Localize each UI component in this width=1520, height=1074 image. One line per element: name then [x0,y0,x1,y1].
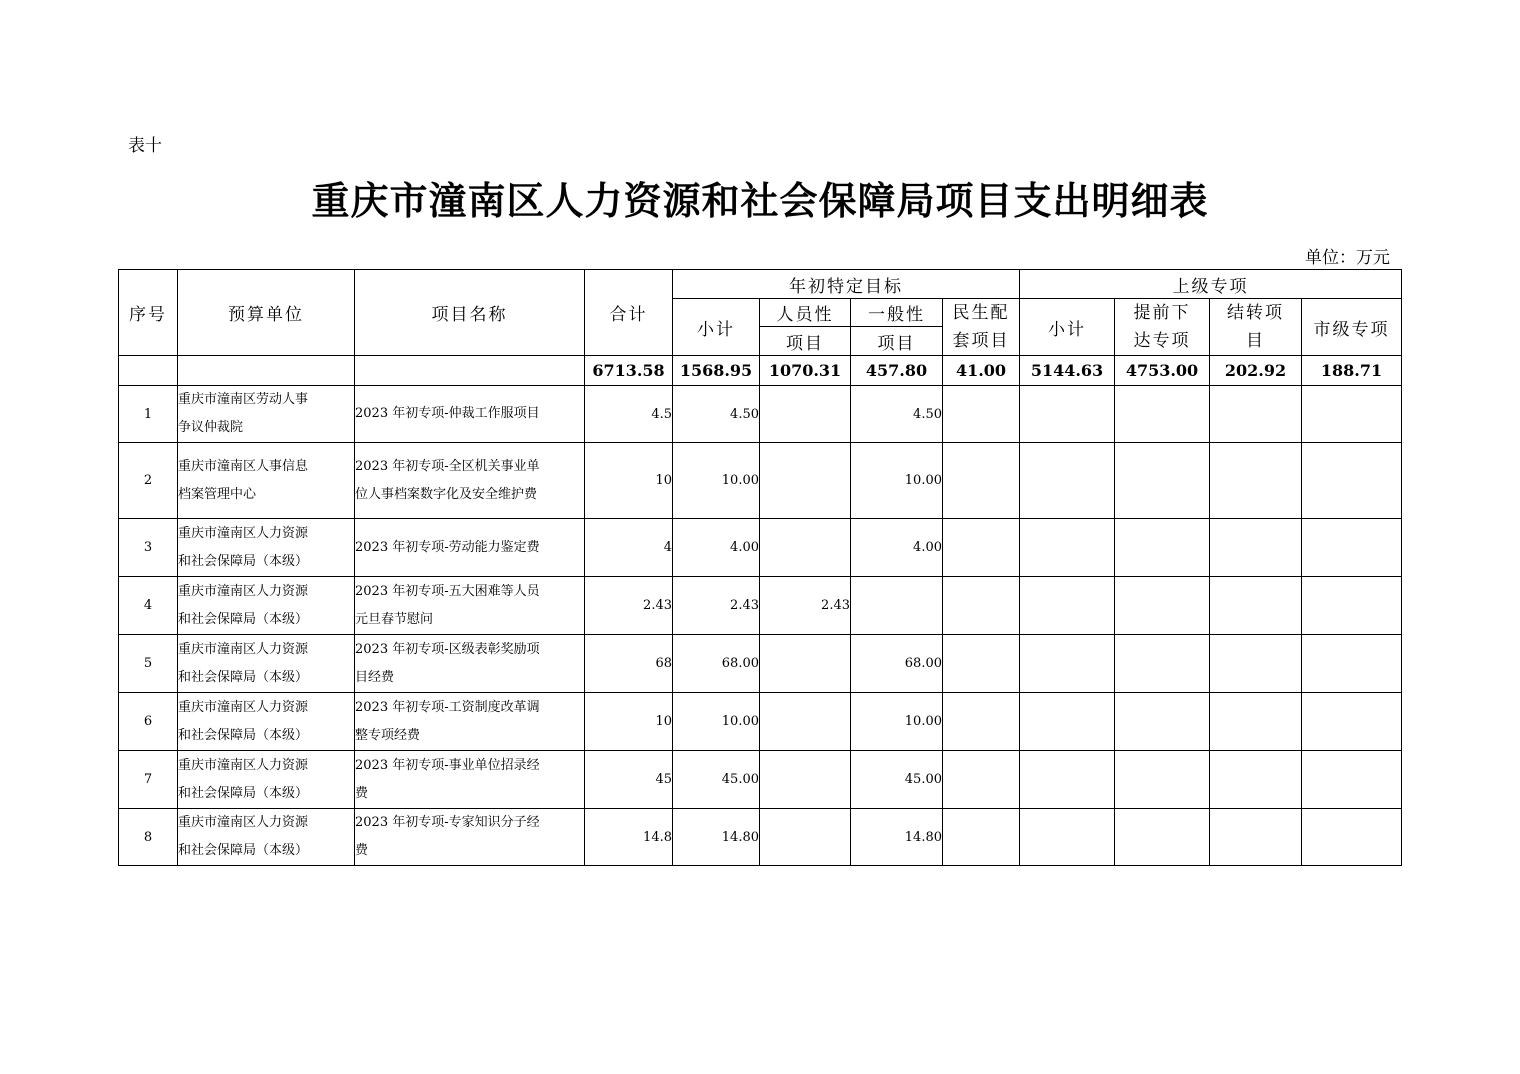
row-seq: 2 [119,443,178,519]
header-livelihood-line2: 套项目 [952,331,1010,351]
totals-municipal: 188.71 [1302,356,1402,386]
row-personnel [760,519,851,577]
row-annual-subtotal: 14.80 [673,809,760,866]
header-livelihood-line1: 民生配 [952,303,1010,323]
row-personnel [760,443,851,519]
row-municipal [1302,443,1402,519]
row-upper-subtotal [1020,443,1115,519]
totals-project [355,356,585,386]
row-carryover [1210,693,1302,751]
row-general: 10.00 [851,443,943,519]
row-advance [1115,751,1210,809]
row-upper-subtotal [1020,386,1115,443]
row-seq: 5 [119,635,178,693]
totals-livelihood: 41.00 [943,356,1020,386]
row-carryover [1210,751,1302,809]
row-total: 14.8 [585,809,673,866]
row-general: 4.00 [851,519,943,577]
row-carryover [1210,577,1302,635]
row-total: 45 [585,751,673,809]
header-row-1 [119,270,1402,299]
row-total: 4 [585,519,673,577]
row-project-name-line2: 费 [355,785,369,801]
row-seq: 6 [119,693,178,751]
row-budget-unit-line1: 重庆市潼南区人事信息 [178,458,309,474]
header-general-line2: 项目 [851,327,943,356]
row-annual-subtotal: 4.50 [673,386,760,443]
table-row [119,751,1402,809]
table-row [119,693,1402,751]
expenditure-table [118,269,1402,866]
row-seq: 1 [119,386,178,443]
row-general: 4.50 [851,386,943,443]
totals-advance: 4753.00 [1115,356,1210,386]
row-budget-unit-line1: 重庆市潼南区人力资源 [178,525,309,541]
row-project-name-line2: 费 [355,843,369,858]
row-annual-subtotal: 10.00 [673,693,760,751]
table-label: 表十 [128,136,162,156]
row-annual-subtotal: 45.00 [673,751,760,809]
header-annual-group: 年初特定目标 [673,270,1020,299]
row-advance [1115,693,1210,751]
row-budget-unit-line1: 重庆市潼南区人力资源 [178,815,309,830]
row-budget-unit-line2: 和社会保障局（本级） [178,611,309,627]
row-personnel: 2.43 [760,577,851,635]
row-general: 14.80 [851,809,943,866]
row-project-name-line1: 2023 年初专项-事业单位招录经 [355,757,540,773]
row-carryover [1210,519,1302,577]
totals-annual-subtotal: 1568.95 [673,356,760,386]
row-budget-unit [178,519,355,577]
row-project-name-line1: 2023 年初专项-劳动能力鉴定费 [355,539,540,555]
row-advance [1115,577,1210,635]
totals-total: 6713.58 [585,356,673,386]
row-project-name [355,693,585,751]
header-project-name: 项目名称 [355,270,585,356]
row-advance [1115,443,1210,519]
row-livelihood [943,577,1020,635]
table-row [119,577,1402,635]
row-project-name-line2: 整专项经费 [355,727,421,743]
row-carryover [1210,443,1302,519]
row-budget-unit [178,386,355,443]
row-livelihood [943,809,1020,866]
row-total: 10 [585,443,673,519]
row-general [851,577,943,635]
row-project-name [355,386,585,443]
table-row [119,809,1402,866]
row-project-name-line2: 位人事档案数字化及安全维护费 [355,486,538,502]
row-project-name-line1: 2023 年初专项-专家知识分子经 [355,815,540,830]
row-upper-subtotal [1020,519,1115,577]
header-carryover [1210,299,1302,356]
row-municipal [1302,635,1402,693]
row-total: 4.5 [585,386,673,443]
header-personnel-line2: 项目 [760,327,851,356]
row-personnel [760,386,851,443]
table-row [119,386,1402,443]
row-livelihood [943,443,1020,519]
totals-general: 457.80 [851,356,943,386]
row-municipal [1302,809,1402,866]
row-budget-unit-line2: 和社会保障局（本级） [178,727,309,743]
row-personnel [760,751,851,809]
totals-upper-subtotal: 5144.63 [1020,356,1115,386]
table-row [119,443,1402,519]
header-advance-line1: 提前下 [1133,303,1191,323]
row-annual-subtotal: 4.00 [673,519,760,577]
row-advance [1115,386,1210,443]
row-budget-unit [178,751,355,809]
row-project-name [355,635,585,693]
row-upper-subtotal [1020,635,1115,693]
row-budget-unit-line1: 重庆市潼南区人力资源 [178,757,309,773]
totals-seq [119,356,178,386]
row-carryover [1210,386,1302,443]
row-livelihood [943,635,1020,693]
totals-personnel: 1070.31 [760,356,851,386]
table-row [119,635,1402,693]
row-total: 68 [585,635,673,693]
row-livelihood [943,751,1020,809]
row-municipal [1302,693,1402,751]
row-budget-unit [178,577,355,635]
header-total: 合计 [585,270,673,356]
row-budget-unit [178,693,355,751]
totals-unit [178,356,355,386]
row-project-name [355,443,585,519]
row-budget-unit [178,635,355,693]
unit-label: 单位：万元 [1305,248,1390,268]
row-upper-subtotal [1020,693,1115,751]
row-project-name [355,577,585,635]
row-budget-unit-line1: 重庆市潼南区人力资源 [178,583,309,599]
row-project-name [355,519,585,577]
row-livelihood [943,693,1020,751]
page-title: 重庆市潼南区人力资源和社会保障局项目支出明细表 [311,178,1209,223]
header-seq: 序号 [119,270,178,356]
row-budget-unit [178,443,355,519]
header-annual-subtotal: 小计 [673,299,760,356]
row-project-name-line2: 目经费 [355,669,395,685]
header-advance [1115,299,1210,356]
header-general-line1: 一般性 [851,299,943,327]
totals-carryover: 202.92 [1210,356,1302,386]
row-advance [1115,635,1210,693]
row-total: 2.43 [585,577,673,635]
row-seq: 3 [119,519,178,577]
table-row [119,519,1402,577]
header-municipal: 市级专项 [1302,299,1402,356]
row-upper-subtotal [1020,577,1115,635]
row-municipal [1302,751,1402,809]
row-budget-unit [178,809,355,866]
header-budget-unit: 预算单位 [178,270,355,356]
header-carryover-line2: 目 [1246,331,1265,351]
row-budget-unit-line1: 重庆市潼南区人力资源 [178,699,309,715]
row-advance [1115,809,1210,866]
header-livelihood [943,299,1020,356]
row-carryover [1210,635,1302,693]
row-annual-subtotal: 2.43 [673,577,760,635]
row-advance [1115,519,1210,577]
row-project-name [355,809,585,866]
row-personnel [760,635,851,693]
row-personnel [760,809,851,866]
header-personnel-line1: 人员性 [760,299,851,327]
row-general: 68.00 [851,635,943,693]
row-personnel [760,693,851,751]
row-seq: 7 [119,751,178,809]
row-seq: 4 [119,577,178,635]
row-project-name-line1: 2023 年初专项-五大困难等人员 [355,583,540,599]
row-municipal [1302,577,1402,635]
row-livelihood [943,386,1020,443]
row-budget-unit-line2: 和社会保障局（本级） [178,843,309,858]
row-project-name-line1: 2023 年初专项-区级表彰奖励项 [355,641,540,657]
header-carryover-line1: 结转项 [1227,303,1284,323]
row-upper-subtotal [1020,809,1115,866]
header-upper-group: 上级专项 [1020,270,1402,299]
row-annual-subtotal: 68.00 [673,635,760,693]
row-budget-unit-line1: 重庆市潼南区劳动人事 [178,392,309,407]
header-advance-line2: 达专项 [1133,331,1191,351]
row-annual-subtotal: 10.00 [673,443,760,519]
row-project-name [355,751,585,809]
row-general: 10.00 [851,693,943,751]
row-budget-unit-line2: 和社会保障局（本级） [178,785,309,801]
row-project-name-line1: 2023 年初专项-仲裁工作服项目 [355,406,540,421]
header-upper-subtotal: 小计 [1020,299,1115,356]
row-project-name-line1: 2023 年初专项-全区机关事业单 [355,458,540,474]
row-seq: 8 [119,809,178,866]
totals-row [119,356,1402,386]
row-upper-subtotal [1020,751,1115,809]
row-total: 10 [585,693,673,751]
row-budget-unit-line1: 重庆市潼南区人力资源 [178,641,309,657]
row-budget-unit-line2: 争议仲裁院 [178,420,244,435]
row-general: 45.00 [851,751,943,809]
row-project-name-line2: 元旦春节慰问 [355,611,434,627]
row-municipal [1302,386,1402,443]
row-budget-unit-line2: 和社会保障局（本级） [178,669,309,685]
row-budget-unit-line2: 和社会保障局（本级） [178,553,309,569]
row-project-name-line1: 2023 年初专项-工资制度改革调 [355,699,540,715]
row-livelihood [943,519,1020,577]
row-carryover [1210,809,1302,866]
row-budget-unit-line2: 档案管理中心 [178,486,257,502]
row-municipal [1302,519,1402,577]
